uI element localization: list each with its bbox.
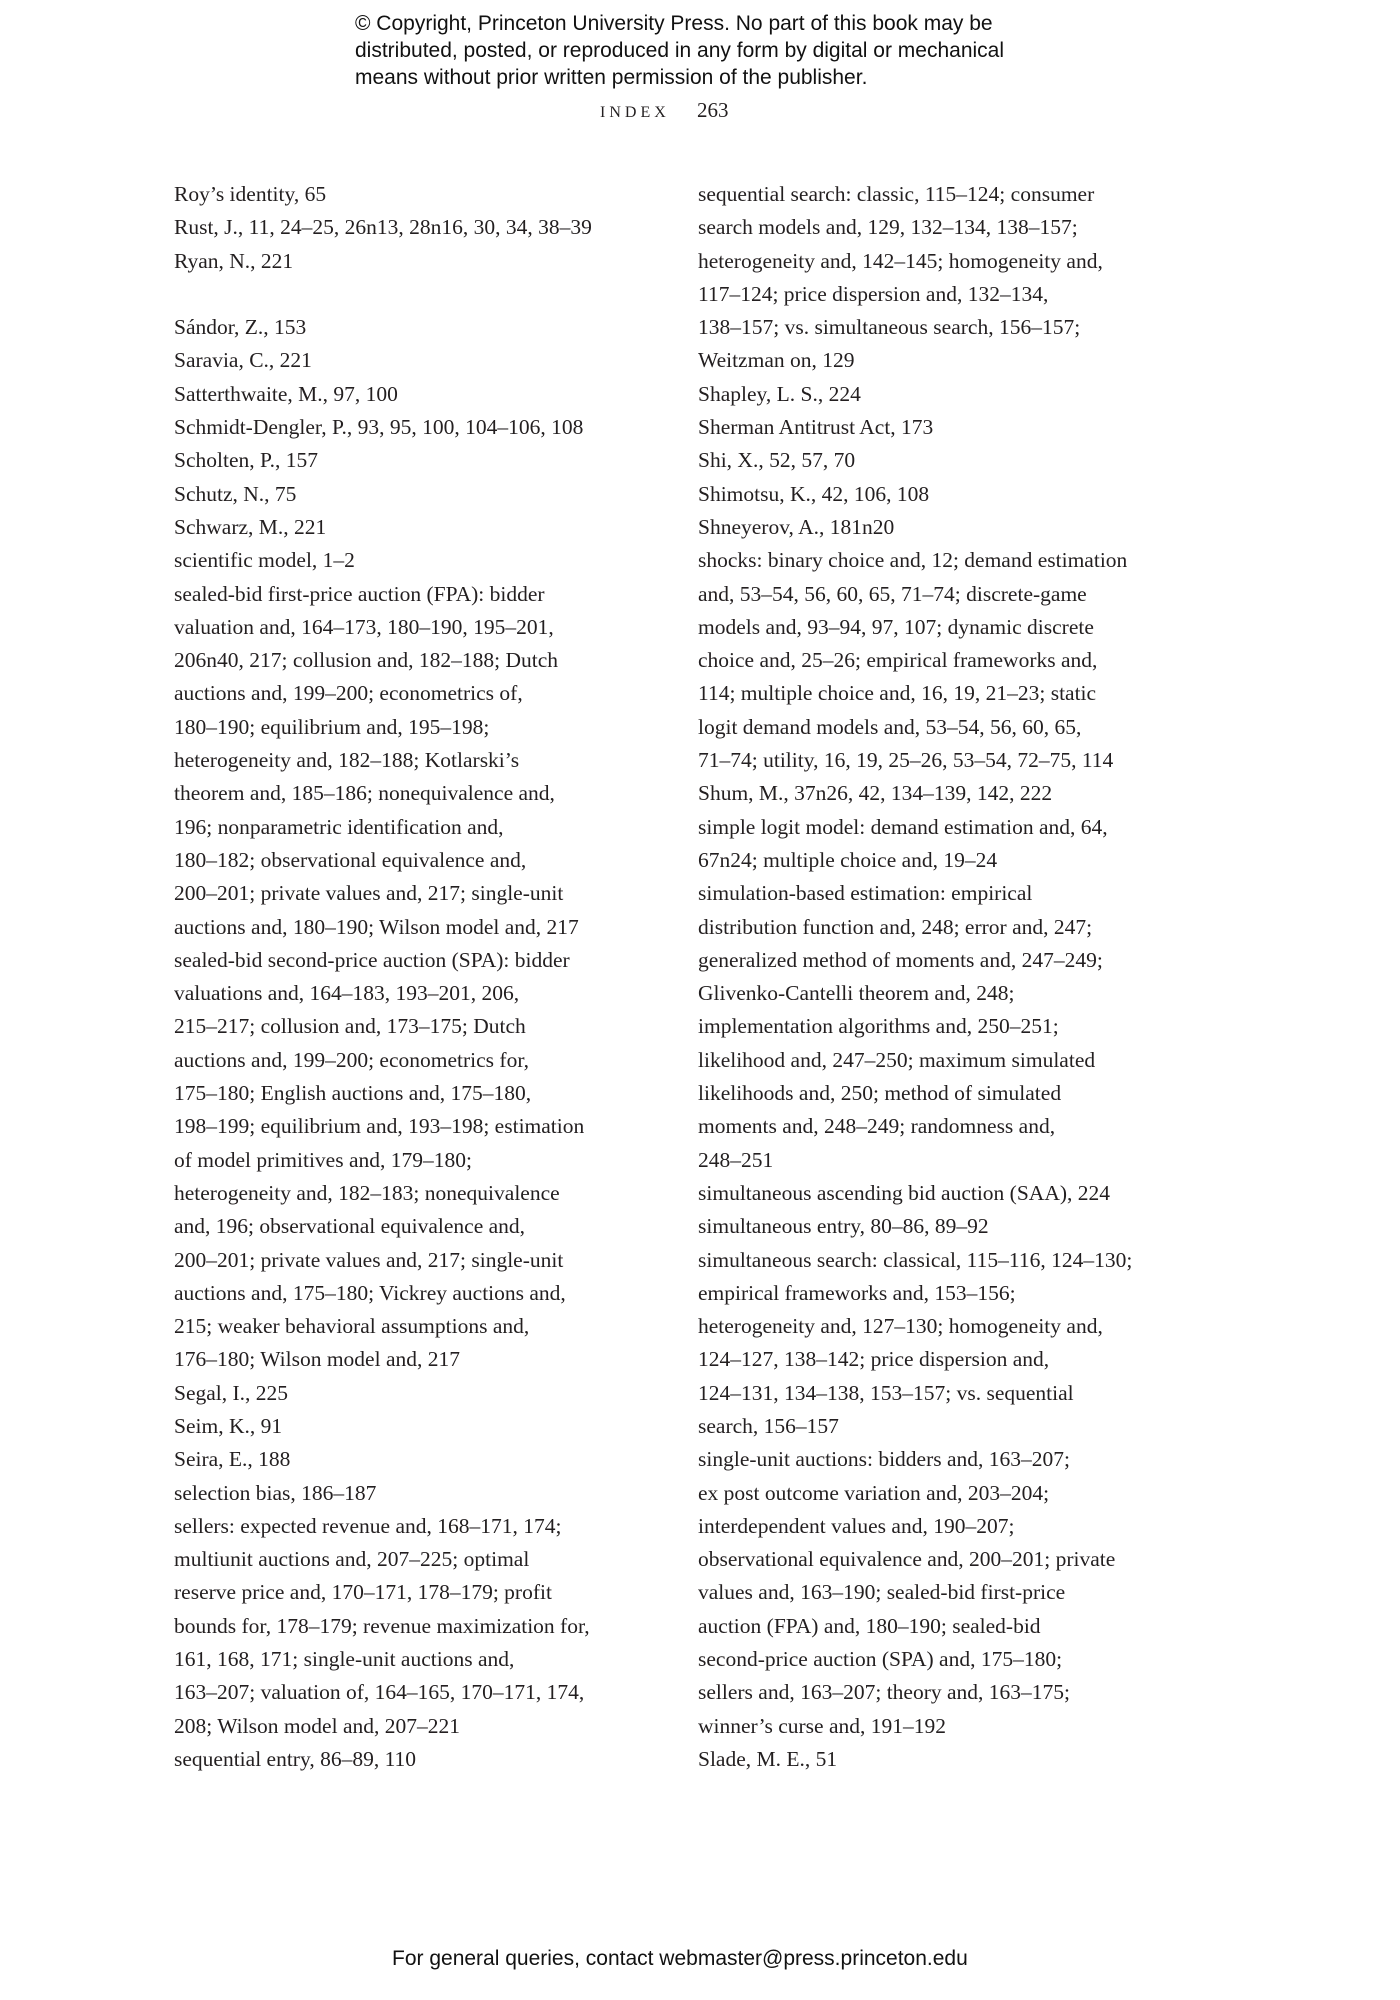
index-entry-line: Schutz, N., 75 [174, 481, 297, 506]
index-entry-line: 215–217; collusion and, 173–175; Dutch [174, 1014, 526, 1039]
index-entry [174, 1410, 664, 1443]
index-entry [698, 1210, 1198, 1243]
index-entry-line: single-unit auctions: bidders and, 163–207; [698, 1447, 1071, 1472]
index-entry [698, 1244, 1198, 1444]
index-entry [174, 544, 664, 577]
index-entry [174, 245, 664, 278]
index-entry-line: sellers and, 163–207; theory and, 163–175; [698, 1680, 1071, 1705]
index-entry [698, 544, 1198, 777]
index-entry-line: auctions and, 175–180; Vickrey auctions and, [174, 1280, 566, 1305]
index-entry-line: 161, 168, 171; single-unit auctions and, [174, 1647, 515, 1672]
index-entry [174, 478, 664, 511]
index-entry-line: theorem and, 185–186; nonequivalence and, [174, 781, 555, 806]
index-entry [698, 378, 1198, 411]
index-entry-line: 200–201; private values and, 217; single-unit [174, 881, 564, 906]
index-entry-line: heterogeneity and, 182–188; Kotlarski’s [174, 748, 520, 773]
copyright-line: distributed, posted, or reproduced in any form by digital or mechanical [355, 39, 1005, 62]
index-entry-line: 175–180; English auctions and, 175–180, [174, 1081, 532, 1106]
index-entry-line: reserve price and, 170–171, 178–179; profit [174, 1580, 552, 1605]
index-entry-line: Satterthwaite, M., 97, 100 [174, 381, 398, 406]
index-entry-line: 208; Wilson model and, 207–221 [174, 1713, 460, 1738]
index-entry-line: bounds for, 178–179; revenue maximization for, [174, 1613, 590, 1638]
index-entry-line: values and, 163–190; sealed-bid first-price [698, 1580, 1066, 1605]
copyright-notice [355, 10, 1115, 91]
index-entry [174, 444, 664, 477]
index-entry-line: 117–124; price dispersion and, 132–134, [698, 281, 1049, 306]
index-entry-line: Schmidt-Dengler, P., 93, 95, 100, 104–106, 108 [174, 415, 584, 440]
index-entry-line: scientific model, 1–2 [174, 548, 355, 573]
index-entry-line: Seim, K., 91 [174, 1413, 283, 1438]
index-entry-line: auctions and, 199–200; econometrics for, [174, 1047, 529, 1072]
copyright-line: © Copyright, Princeton University Press. No part of this book may be [355, 12, 993, 35]
index-entry-line: Shum, M., 37n26, 42, 134–139, 142, 222 [698, 781, 1053, 806]
index-entry-line: 180–190; equilibrium and, 195–198; [174, 714, 490, 739]
index-entry-line: 71–74; utility, 16, 19, 25–26, 53–54, 72–75, 114 [698, 748, 1114, 773]
index-entry-line: implementation algorithms and, 250–251; [698, 1014, 1059, 1039]
index-entry [174, 1743, 664, 1776]
index-entry-line: Sherman Antitrust Act, 173 [698, 415, 934, 440]
index-entry-line: ex post outcome variation and, 203–204; [698, 1480, 1050, 1505]
index-entry-line: Segal, I., 225 [174, 1380, 289, 1405]
index-entry-line: sequential search: classic, 115–124; consumer [698, 182, 1095, 206]
index-entry-line: Glivenko-Cantelli theorem and, 248; [698, 981, 1015, 1006]
index-entry-line: 163–207; valuation of, 164–165, 170–171, 174, [174, 1680, 585, 1705]
footer-contact: For general queries, contact webmaster@press.princeton.edu [392, 1947, 968, 1970]
index-entry-line: sealed-bid first-price auction (FPA): bidder [174, 581, 545, 606]
index-entry-line: 198–199; equilibrium and, 193–198; estimation [174, 1114, 585, 1139]
index-entry [698, 511, 1198, 544]
letter-group-gap [174, 278, 664, 311]
index-entry-line: winner’s curse and, 191–192 [698, 1713, 946, 1738]
index-entry [698, 478, 1198, 511]
index-entry-line: choice and, 25–26; empirical frameworks and, [698, 648, 1098, 673]
index-entry-line: empirical frameworks and, 153–156; [698, 1280, 1016, 1305]
index-entry-line: 206n40, 217; collusion and, 182–188; Dutch [174, 648, 558, 673]
index-entry [174, 344, 664, 377]
index-entry [698, 444, 1198, 477]
index-entry-line: search models and, 129, 132–134, 138–157; [698, 215, 1078, 240]
index-entry-line: moments and, 248–249; randomness and, [698, 1114, 1056, 1139]
index-entry-line: multiunit auctions and, 207–225; optimal [174, 1547, 530, 1572]
index-entry [174, 411, 664, 444]
index-entry-line: Seira, E., 188 [174, 1447, 291, 1472]
index-entry-line: Saravia, C., 221 [174, 348, 312, 373]
index-entry-line: 124–131, 134–138, 153–157; vs. sequential [698, 1380, 1074, 1405]
index-entry-line: Ryan, N., 221 [174, 248, 294, 273]
index-entry-line: search, 156–157 [698, 1413, 839, 1438]
index-entry-line: sellers: expected revenue and, 168–171, 174; [174, 1513, 562, 1538]
page-number: 263 [697, 98, 729, 122]
index-entry-line: Shapley, L. S., 224 [698, 381, 861, 406]
index-entry-line: simultaneous search: classical, 115–116, 124–130; [698, 1247, 1133, 1272]
index-entry-line: likelihood and, 247–250; maximum simulated [698, 1047, 1096, 1072]
index-entry [698, 1177, 1198, 1210]
index-entry-line: Shimotsu, K., 42, 106, 108 [698, 481, 930, 506]
index-entry-line: and, 196; observational equivalence and, [174, 1214, 526, 1239]
index-entry [698, 178, 1198, 378]
index-entry [174, 944, 664, 1377]
copyright-line: means without prior written permission of the publisher. [355, 66, 868, 89]
index-entry-line: Schwarz, M., 221 [174, 514, 327, 539]
index-entry-line: auction (FPA) and, 180–190; sealed-bid [698, 1613, 1041, 1638]
index-entry-line: observational equivalence and, 200–201; private [698, 1547, 1116, 1572]
index-entry [174, 578, 664, 944]
index-entry-line: simultaneous ascending bid auction (SAA), 224 [698, 1180, 1111, 1205]
index-entry-line: 180–182; observational equivalence and, [174, 847, 527, 872]
index-entry-line: distribution function and, 248; error and, 247; [698, 914, 1093, 939]
index-entry [174, 178, 664, 211]
index-entry-line: interdependent values and, 190–207; [698, 1513, 1015, 1538]
index-entry-line: 114; multiple choice and, 16, 19, 21–23; static [698, 681, 1097, 706]
index-entry [698, 411, 1198, 444]
index-entry-line: sealed-bid second-price auction (SPA): bidder [174, 947, 570, 972]
index-entry-line: heterogeneity and, 142–145; homogeneity and, [698, 248, 1103, 273]
index-entry-line: auctions and, 180–190; Wilson model and, 217 [174, 914, 579, 939]
index-entry-line: 138–157; vs. simultaneous search, 156–157; [698, 315, 1081, 340]
index-entry-line: simple logit model: demand estimation and, 64, [698, 814, 1108, 839]
index-entry-line: simulation-based estimation: empirical [698, 881, 1033, 906]
index-entry-line: 67n24; multiple choice and, 19–24 [698, 847, 998, 872]
index-entry-line: Slade, M. E., 51 [698, 1746, 838, 1771]
index-entry-line: 124–127, 138–142; price dispersion and, [698, 1347, 1050, 1372]
index-entry [174, 211, 664, 244]
index-entry-line: auctions and, 199–200; econometrics of, [174, 681, 523, 706]
index-entry-line: 176–180; Wilson model and, 217 [174, 1347, 460, 1372]
index-entry [174, 311, 664, 344]
index-entry-line: 215; weaker behavioral assumptions and, [174, 1314, 530, 1339]
index-entry-line: 196; nonparametric identification and, [174, 814, 504, 839]
index-entry-line: valuation and, 164–173, 180–190, 195–201, [174, 614, 554, 639]
index-entry-line: heterogeneity and, 182–183; nonequivalence [174, 1180, 560, 1205]
index-entry [174, 378, 664, 411]
index-entry [698, 877, 1198, 1177]
index-column-right [698, 178, 1198, 1776]
index-entry-line: heterogeneity and, 127–130; homogeneity and, [698, 1314, 1103, 1339]
index-entry-line: Shneyerov, A., 181n20 [698, 514, 895, 539]
index-entry-line: likelihoods and, 250; method of simulated [698, 1081, 1062, 1106]
index-entry [698, 811, 1198, 878]
index-entry-line: selection bias, 186–187 [174, 1480, 377, 1505]
index-entry-line: Scholten, P., 157 [174, 448, 318, 473]
index-entry-line: logit demand models and, 53–54, 56, 60, 65, [698, 714, 1082, 739]
index-entry-line: Weitzman on, 129 [698, 348, 855, 373]
index-entry [174, 1510, 664, 1743]
index-entry-line: sequential entry, 86–89, 110 [174, 1746, 417, 1771]
index-entry [174, 511, 664, 544]
index-entry [698, 1743, 1198, 1776]
index-entry-line: 200–201; private values and, 217; single-unit [174, 1247, 564, 1272]
index-entry-line: shocks: binary choice and, 12; demand estimation [698, 548, 1128, 573]
index-entry-line: valuations and, 164–183, 193–201, 206, [174, 981, 520, 1006]
index-entry-line: Roy’s identity, 65 [174, 182, 327, 206]
index-entry [698, 777, 1198, 810]
index-entry [174, 1377, 664, 1410]
index-entry-line: generalized method of moments and, 247–249; [698, 947, 1103, 972]
index-entry-line: second-price auction (SPA) and, 175–180; [698, 1647, 1063, 1672]
index-column-left [174, 178, 664, 1776]
index-entry-line: of model primitives and, 179–180; [174, 1147, 472, 1172]
running-head [600, 96, 729, 127]
index-entry-line: 248–251 [698, 1147, 774, 1172]
index-entry-line: models and, 93–94, 97, 107; dynamic discrete [698, 614, 1094, 639]
index-entry [174, 1443, 664, 1476]
index-entry-line: and, 53–54, 56, 60, 65, 71–74; discrete-game [698, 581, 1087, 606]
running-head-label: INDEX [600, 104, 670, 121]
index-entry [698, 1443, 1198, 1743]
index-entry-line: Rust, J., 11, 24–25, 26n13, 28n16, 30, 34, 38–39 [174, 215, 592, 240]
index-entry-line: Shi, X., 52, 57, 70 [698, 448, 856, 473]
index-entry [174, 1477, 664, 1510]
index-entry-line: simultaneous entry, 80–86, 89–92 [698, 1214, 989, 1239]
index-entry-line: Sándor, Z., 153 [174, 315, 307, 340]
